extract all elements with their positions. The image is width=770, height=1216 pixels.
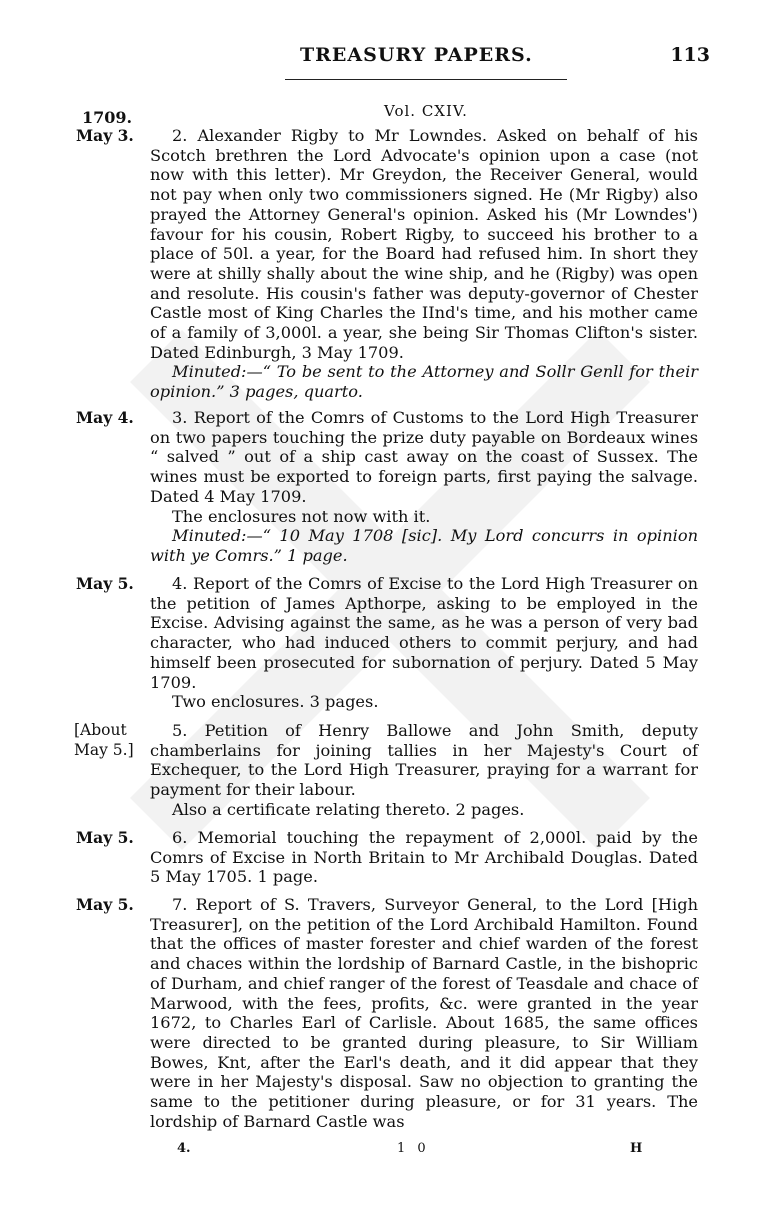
gathering-number: 1 0 bbox=[397, 1141, 430, 1156]
entry-note: Two enclosures. 3 pages. bbox=[172, 692, 379, 712]
volume-heading: Vol. CXIV. bbox=[384, 102, 468, 120]
header-rule bbox=[285, 79, 567, 80]
page-number: 113 bbox=[670, 44, 710, 66]
page-header bbox=[150, 44, 710, 74]
entry-minute: Minuted:—“ To be sent to the Attorney and Sollr Genll for their opinion.” 3 pages, quarto. bbox=[150, 362, 698, 402]
year-label: 1709. bbox=[82, 108, 133, 127]
entry-date: [About May 5.] bbox=[74, 721, 134, 759]
entry-note: Also a certificate relating thereto. 2 pages. bbox=[172, 799, 525, 819]
entry-text: 6. Memorial touching the repayment of 2,000l. paid by the Comrs of Excise in North Britain to Mr Archibald Douglas. Dated 5 May 1705. 1 page. bbox=[150, 828, 698, 887]
running-title: TREASURY PAPERS. bbox=[300, 44, 533, 66]
entry-text: 4. Report of the Comrs of Excise to the Lord High Treasurer on the petition of James Apthorpe, asking to be employed in the Excise. Advising against the same, as he was a person of very bad character, who had induced others to commit perjury, and had himself been prosecuted for subornation of perjury. Dated 5 May 1709. bbox=[150, 574, 698, 692]
entry-text: 3. Report of the Comrs of Customs to the Lord High Treasurer on two papers touching the prize duty payable on Bordeaux wines “ salved ” out of a ship cast away on the coast of Sussex. The wines must be exported to foreign parts, first paying the salvage. Dated 4 May 1709. bbox=[150, 408, 698, 506]
entry-date: May 5. bbox=[76, 574, 134, 593]
entry-note: The enclosures not now with it. bbox=[172, 506, 431, 526]
entry-date: May 5. bbox=[76, 828, 134, 847]
entry-text: 5. Petition of Henry Ballowe and John Smith, deputy chamberlains for joining tallies in her Majesty's Court of Exchequer, to the Lord High Treasurer, praying for a warrant for payment for their labour. bbox=[150, 721, 698, 800]
entry-date: May 4. bbox=[76, 408, 134, 427]
signature-letter: H bbox=[630, 1141, 643, 1156]
entry-date: May 5. bbox=[76, 895, 134, 914]
entry-minute: Minuted:—“ 10 May 1708 [sic]. My Lord concurrs in opinion with ye Comrs.” 1 page. bbox=[150, 526, 698, 565]
entry-date: May 3. bbox=[76, 126, 134, 145]
entry-text: 2. Alexander Rigby to Mr Lowndes. Asked on behalf of his Scotch brethren the Lord Advocate's opinion upon a case (not now with this letter). Mr Greydon, the Receiver General, would not pay when only two commissioners signed. He (Mr Rigby) also prayed the Attorney General's opinion. Asked his (Mr Lowndes') favour for his cousin, Robert Rigby, to succeed his brother to a place of 50l. a year, for the Board had refused him. In short they were at shilly shally about the wine ship, and he (Rigby) was open and resolute. His cousin's father was deputy-governor of Chester Castle most of King Charles the IInd's time, and his mother came of a family of 3,000l. a year, she being Sir Thomas Clifton's sister. Dated Edinburgh, 3 May 1709. bbox=[150, 126, 698, 362]
signature-mark: 4. bbox=[177, 1141, 191, 1156]
entry-text: 7. Report of S. Travers, Surveyor General, to the Lord [High Treasurer], on the petition of the Lord Archibald Hamilton. Found that the offices of master forester and chief warden of the forest and chaces within the lordship of Barnard Castle, in the bishopric of Durham, and chief ranger of the forest of Teasdale and chace of Marwood, with the fees, profits, &c. were granted in the year 1672, to Charles Earl of Carlisle. About 1685, the same offices were directed to be granted during pleasure, to Sir William Bowes, Knt, after the Earl's death, and it did appear that they were in her Majesty's disposal. Saw no objection to granting the same to the petitioner during pleasure, or for 31 years. The lordship of Barnard Castle was bbox=[150, 895, 698, 1131]
